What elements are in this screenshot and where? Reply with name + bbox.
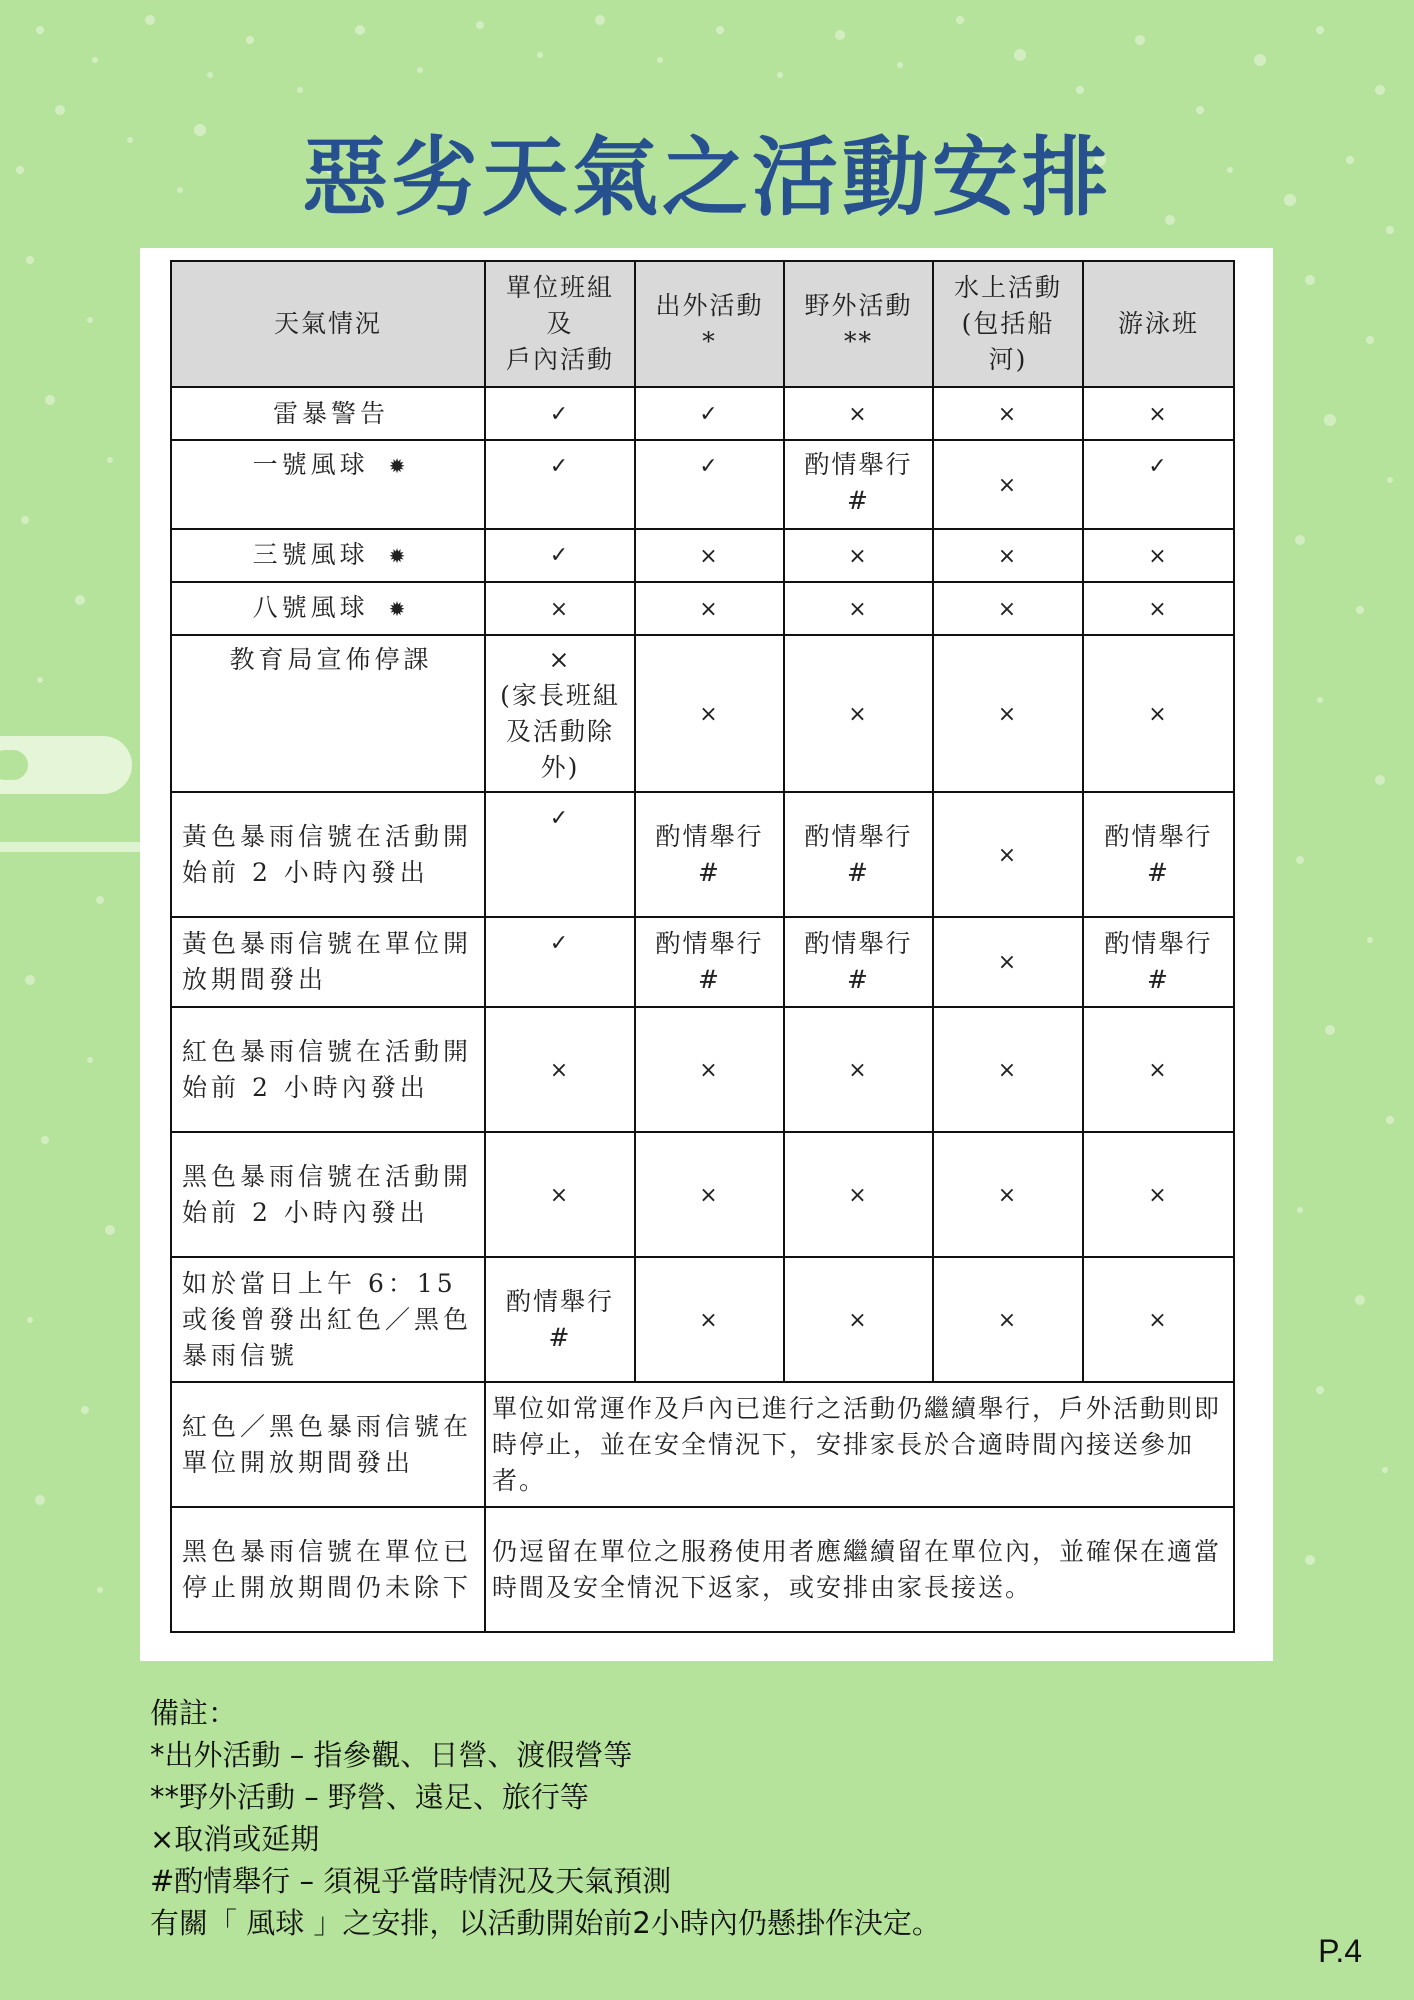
header-outing: 出外活動 * — [635, 261, 784, 387]
status-cell — [784, 1007, 933, 1132]
table-row — [171, 1007, 1234, 1132]
status-cell — [1083, 792, 1234, 917]
note-line: **野外活動 – 野營、遠足、旅行等 — [150, 1780, 589, 1814]
status-text: 酌情舉行 # — [804, 450, 913, 515]
condition-cell — [171, 1132, 485, 1257]
condition-cell — [171, 1507, 485, 1632]
cross-mark: × — [699, 543, 720, 569]
table-panel — [140, 248, 1273, 1661]
cross-mark: × — [997, 401, 1019, 427]
cross-mark: × — [699, 701, 720, 727]
condition-label: 黑色暴雨信號在活動開始前 2 小時內發出 — [182, 1161, 473, 1227]
status-text: 酌情舉行 # — [505, 1286, 614, 1352]
note-line: ×取消或延期 — [150, 1822, 320, 1856]
cross-mark: × — [699, 1057, 720, 1083]
status-cell — [784, 582, 933, 635]
condition-label: 雷暴警告 — [272, 398, 389, 428]
note-line: 有關「 風球 」之安排，以活動開始前2小時內仍懸掛作決定。 — [150, 1906, 941, 1940]
header-outdoor: 野外活動 ** — [784, 261, 933, 387]
cross-mark: × — [1148, 401, 1169, 427]
status-cell — [635, 440, 784, 529]
cross-mark: × — [848, 1307, 869, 1333]
status-text: 酌情舉行 # — [1104, 929, 1213, 994]
cross-mark: × — [997, 950, 1019, 975]
check-mark: ✓ — [549, 543, 571, 568]
status-cell — [933, 1007, 1083, 1132]
status-text: 酌情舉行 # — [655, 929, 764, 994]
condition-label: 如於當日上午 6：15 或後曾發出紅色／黑色暴雨信號 — [182, 1268, 473, 1370]
status-cell — [784, 917, 933, 1007]
status-cell — [635, 792, 784, 917]
page-number: P.4 — [1318, 1933, 1362, 1969]
status-cell — [485, 917, 635, 1007]
check-mark: ✓ — [549, 931, 571, 956]
status-cell — [784, 387, 933, 440]
cross-mark: × — [848, 596, 869, 622]
cross-mark: × — [997, 472, 1019, 498]
table-row — [171, 635, 1234, 792]
status-cell — [635, 582, 784, 635]
table-row — [171, 917, 1234, 1007]
status-cell — [1083, 440, 1234, 529]
status-cell — [635, 917, 784, 1007]
cross-mark: × — [549, 1182, 571, 1208]
condition-cell — [171, 1257, 485, 1382]
cross-mark: × — [1148, 543, 1169, 569]
gale-signal-icon: ✹ — [388, 544, 410, 568]
status-cell — [1083, 1257, 1234, 1382]
cross-mark: × — [848, 1182, 869, 1208]
cross-mark: × — [848, 701, 869, 727]
status-cell — [485, 582, 635, 635]
cross-mark: × — [848, 401, 869, 427]
cross-mark: × — [997, 596, 1019, 622]
check-mark: ✓ — [549, 454, 571, 479]
status-cell — [485, 792, 635, 917]
status-cell — [485, 440, 635, 529]
condition-label: 一號風球 — [252, 450, 369, 479]
header-row — [171, 261, 1234, 387]
status-cell — [635, 529, 784, 582]
status-cell — [635, 387, 784, 440]
status-cell — [1083, 1007, 1234, 1132]
condition-label: 紅色／黑色暴雨信號在單位開放期間發出 — [182, 1411, 473, 1477]
table-row — [171, 529, 1234, 582]
check-mark: ✓ — [549, 401, 571, 427]
status-cell — [1083, 529, 1234, 582]
status-cell — [1083, 387, 1234, 440]
status-cell — [485, 387, 635, 440]
status-cell — [1083, 582, 1234, 635]
condition-label: 黑色暴雨信號在單位已停止開放期間仍未除下 — [182, 1536, 473, 1602]
cross-mark: × — [997, 842, 1019, 868]
condition-cell — [171, 440, 485, 529]
notes — [150, 1692, 1300, 1944]
status-cell — [1083, 635, 1234, 792]
check-mark: ✓ — [699, 454, 720, 479]
status-cell — [1083, 1132, 1234, 1257]
cross-mark: × — [1148, 1307, 1169, 1333]
condition-cell — [171, 1007, 485, 1132]
status-text: × (家長班組及活動除外) — [500, 644, 620, 782]
status-cell — [635, 1007, 784, 1132]
table-row — [171, 440, 1234, 529]
cross-mark: × — [1148, 1057, 1169, 1083]
notes-heading: 備註： — [150, 1696, 238, 1730]
arrangement-note-cell: 單位如常運作及戶內已進行之活動仍繼續舉行，戶外活動則即時停止，並在安全情況下，安排家長於合適時間內接送參加者。 — [485, 1382, 1234, 1507]
condition-cell — [171, 582, 485, 635]
table-row — [171, 387, 1234, 440]
cross-mark: × — [1148, 1182, 1169, 1208]
status-text: 酌情舉行 # — [804, 821, 913, 887]
header-water-activity: 水上活動 (包括船 河) — [933, 261, 1083, 387]
cross-mark: × — [549, 1057, 571, 1083]
status-cell — [635, 1132, 784, 1257]
header-unit-indoor: 單位班組 及 戶內活動 — [485, 261, 635, 387]
condition-label: 黃色暴雨信號在單位開放期間發出 — [182, 929, 473, 994]
table-row — [171, 1132, 1234, 1257]
status-cell — [933, 582, 1083, 635]
status-cell — [933, 792, 1083, 917]
cross-mark: × — [997, 1182, 1019, 1208]
weather-arrangement-table — [170, 260, 1235, 1633]
status-cell — [933, 1132, 1083, 1257]
table-row — [171, 792, 1234, 917]
arrangement-note-cell: 仍逗留在單位之服務使用者應繼續留在單位內，並確保在適當時間及安全情況下返家，或安排由家長接送。 — [485, 1507, 1234, 1632]
cross-mark: × — [699, 596, 720, 622]
status-cell — [485, 1257, 635, 1382]
status-cell — [635, 635, 784, 792]
cross-mark: × — [997, 1307, 1019, 1333]
table-row — [171, 1382, 1234, 1507]
status-cell — [933, 917, 1083, 1007]
status-cell — [784, 1132, 933, 1257]
note-line: *出外活動 – 指參觀、日營、渡假營等 — [150, 1738, 633, 1772]
status-cell — [485, 1132, 635, 1257]
header-weather-condition: 天氣情況 — [171, 261, 485, 387]
check-mark: ✓ — [699, 401, 720, 427]
header-swimming: 游泳班 — [1083, 261, 1234, 387]
status-text: 酌情舉行 # — [1104, 821, 1213, 887]
gale-signal-icon: ✹ — [388, 597, 410, 621]
cross-mark: × — [549, 596, 571, 622]
gale-signal-icon: ✹ — [388, 454, 410, 478]
status-cell — [933, 440, 1083, 529]
status-cell — [784, 635, 933, 792]
status-cell — [933, 387, 1083, 440]
status-cell — [485, 529, 635, 582]
cross-mark: × — [997, 1057, 1019, 1083]
cross-mark: × — [699, 1182, 720, 1208]
condition-cell — [171, 917, 485, 1007]
cross-mark: × — [699, 1307, 720, 1333]
check-mark: ✓ — [549, 806, 571, 831]
cross-mark: × — [1148, 596, 1169, 622]
condition-label: 三號風球 — [252, 540, 369, 569]
condition-cell — [171, 529, 485, 582]
status-cell — [1083, 917, 1234, 1007]
condition-label: 紅色暴雨信號在活動開始前 2 小時內發出 — [182, 1036, 473, 1102]
status-cell — [933, 635, 1083, 792]
condition-label: 黃色暴雨信號在活動開始前 2 小時內發出 — [182, 821, 473, 887]
status-text: 酌情舉行 # — [655, 821, 764, 887]
status-text: 酌情舉行 # — [804, 929, 913, 994]
table-row — [171, 582, 1234, 635]
status-cell — [784, 792, 933, 917]
status-cell — [485, 1007, 635, 1132]
condition-cell — [171, 1382, 485, 1507]
condition-label: 八號風球 — [252, 593, 369, 622]
condition-cell — [171, 792, 485, 917]
condition-cell — [171, 387, 485, 440]
page-title: 惡劣天氣之活動安排 — [302, 128, 1112, 228]
table-row — [171, 1257, 1234, 1382]
condition-cell — [171, 635, 485, 792]
status-cell — [933, 1257, 1083, 1382]
table-row — [171, 1507, 1234, 1632]
note-line: #酌情舉行 – 須視乎當時情況及天氣預測 — [150, 1864, 672, 1898]
check-mark: ✓ — [1148, 454, 1169, 479]
status-cell — [784, 440, 933, 529]
cross-mark: × — [848, 543, 869, 569]
status-cell — [485, 635, 635, 792]
status-cell — [635, 1257, 784, 1382]
condition-label: 教育局宣佈停課 — [229, 645, 433, 674]
cross-mark: × — [1148, 701, 1169, 727]
cross-mark: × — [848, 1057, 869, 1083]
decorative-line — [0, 842, 140, 852]
cross-mark: × — [997, 543, 1019, 569]
cross-mark: × — [997, 701, 1019, 727]
status-cell — [784, 1257, 933, 1382]
status-cell — [933, 529, 1083, 582]
status-cell — [784, 529, 933, 582]
